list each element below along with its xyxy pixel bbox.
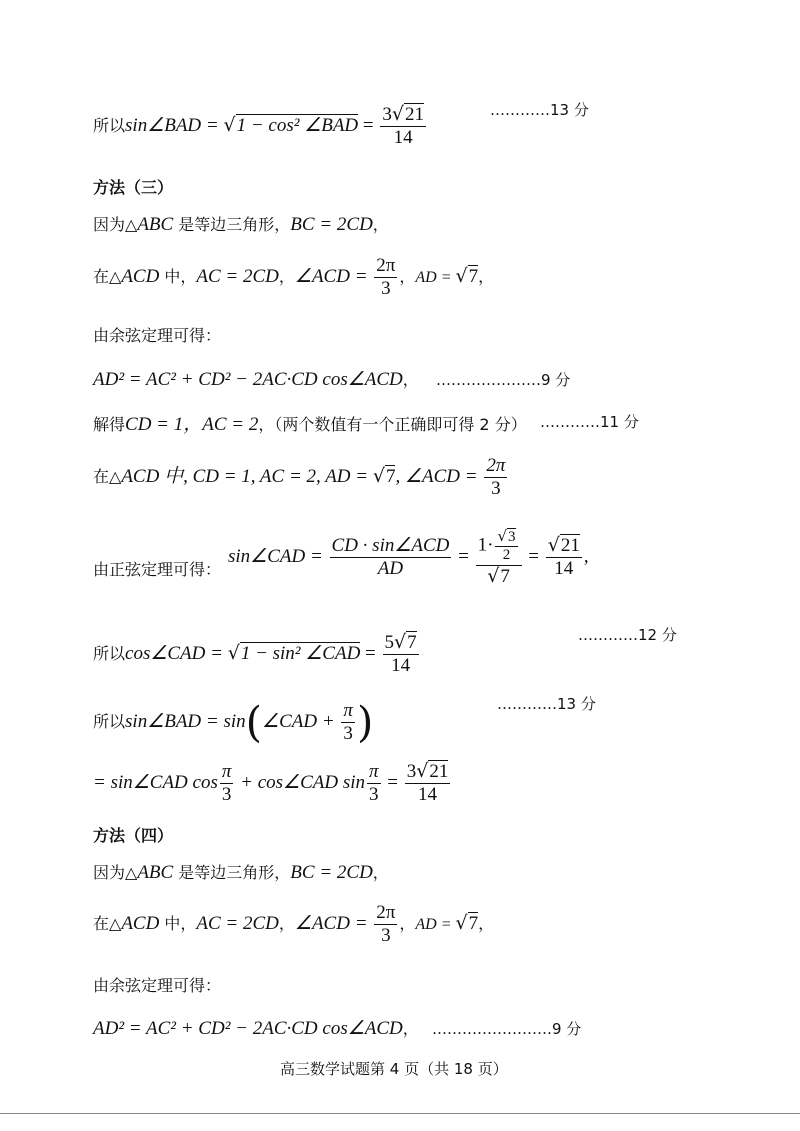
rad7: 7 (407, 632, 417, 653)
m3-cos-line: 所以cos∠CAD = √1 − sin² ∠CAD = $\frac{5√7}{14}$ (93, 631, 417, 676)
angle-acd: ∠ACD = (294, 265, 373, 287)
cos-cad: cos∠CAD = (125, 642, 228, 664)
num: CD · sin∠ACD (331, 535, 450, 557)
den: 3 (381, 277, 391, 299)
num: 2π (376, 255, 396, 276)
sep2: ， (399, 913, 416, 933)
m3-sine-law: 由正弦定理可得： (93, 560, 222, 579)
den: 3 (381, 924, 391, 946)
rad7: 7 (500, 565, 510, 587)
comma: ， (372, 215, 389, 234)
num: 2π (376, 902, 396, 923)
frac-2pi-3 (374, 902, 397, 947)
m3-sinbad (93, 697, 374, 747)
m3-sine-eq: sin∠CAD = $\frac{\text{CD · sin∠ACD}}{AD}$ = 1· $\frac{√3}{2}$ √7 = $\frac{√21}{14}$ , (228, 527, 589, 587)
comma: ， (402, 370, 419, 389)
comma: ， (402, 1019, 419, 1038)
solve: 解得 (93, 415, 126, 434)
score-11: …………11 分 (540, 413, 639, 431)
part-a: = sin∠CAD cos (93, 771, 218, 793)
frac-cd-sin (330, 535, 452, 580)
solve-values: CD = 1，AC = 2 (125, 414, 259, 435)
comma: , (583, 546, 589, 568)
rad7: 7 (385, 465, 396, 487)
equals: = (358, 114, 379, 136)
score-9-m4: ……………………9 分 (432, 1020, 582, 1038)
mid: 中， (159, 913, 197, 933)
mid: 中， (159, 266, 197, 286)
m4-eq1 (93, 1016, 419, 1040)
because: 因为△ (93, 215, 138, 234)
pi: π (343, 700, 353, 721)
three: 3 (343, 722, 353, 744)
score-13: …………13 分 (497, 695, 596, 713)
frac-2pi-3 (484, 455, 507, 500)
coef: 3 (382, 104, 392, 125)
tri-abc: ABC (137, 862, 174, 883)
rad21: 21 (560, 535, 580, 557)
given: ACD 中, CD = 1, AC = 2, AD = (121, 465, 373, 487)
so: 所以 (93, 711, 126, 731)
frac-pi-3 (341, 700, 355, 745)
m3-line2: 在△ACD 中，AC = 2CD，∠ACD = $\frac{2\pi}{3}$ ，AD = √7， (93, 255, 495, 299)
method3-heading: 方法（三） (93, 178, 174, 197)
radicand: 1 − sin² ∠CAD (240, 642, 361, 664)
pi: π (221, 761, 232, 782)
fraction-3sqrt21-14: $\frac{3√21}{14}$ (382, 103, 424, 148)
ac-2cd: AC = 2CD (196, 912, 279, 934)
sep2: ， (399, 266, 416, 286)
score-12: …………12 分 (578, 626, 677, 644)
frac-mid: 1· $\frac{√3}{2}$ √7 (476, 528, 522, 587)
m3-line1 (93, 212, 389, 236)
angle: , ∠ACD = (395, 465, 483, 487)
frac-pi-3-b (367, 761, 381, 806)
m4-line2: 在△ACD 中，AC = 2CD，∠ACD = $\frac{2\pi}{3}$ ，AD = √7， (93, 902, 495, 946)
ad-eq: AD = (415, 915, 456, 933)
angle-acd: ∠ACD = (294, 912, 373, 934)
m3-line3: 在△ACD 中, CD = 1, AC = 2, AD = √7, ∠ACD = $\frac{2\pi}{3}$ (93, 455, 506, 499)
frac-result: $\frac{√21}{14}$ (547, 534, 580, 580)
rad7: 7 (468, 265, 479, 287)
den: 14 (391, 654, 411, 676)
sep: ， (278, 913, 295, 933)
num: 2π (486, 455, 506, 476)
m3-cos-law: 由余弦定理可得： (93, 326, 222, 345)
eq: = (382, 771, 403, 793)
equilateral-text: 是等边三角形， (173, 215, 291, 234)
den: 14 (393, 126, 413, 148)
rad7: 7 (468, 912, 479, 934)
sin-cad: sin∠CAD = (228, 546, 328, 568)
one-dot: 1· (477, 534, 494, 556)
in: 在△ (93, 266, 122, 286)
rad3: 3 (508, 529, 516, 545)
in: 在△ (93, 913, 122, 933)
bc-2cd: BC = 2CD (290, 214, 373, 235)
sep: ， (278, 266, 295, 286)
tri-acd: ACD (121, 265, 160, 287)
frac-5sqrt7-14: $\frac{5√7}{14}$ (384, 631, 417, 676)
tri-acd: ACD (121, 912, 160, 934)
end: ， (478, 266, 495, 286)
frac-2pi-3 (374, 255, 397, 300)
comma: ， (372, 863, 389, 882)
two: 2 (502, 547, 511, 564)
part-b: + cos∠CAD sin (235, 771, 365, 793)
sin-bad: sin∠BAD = sin (125, 710, 246, 732)
den: AD (377, 558, 404, 580)
so-label: 所以 (93, 115, 126, 135)
tri-abc: ABC (137, 214, 174, 235)
frac-pi-3-a (220, 761, 234, 806)
right-paren: ) (356, 697, 374, 747)
bottom-rule (0, 1113, 800, 1114)
ac-2cd: AC = 2CD (196, 265, 279, 287)
three: 3 (369, 783, 379, 805)
frac-3sqrt21-14: $\frac{3√21}{14}$ (406, 760, 449, 805)
den: 3 (491, 477, 501, 499)
rad21: 21 (429, 761, 449, 782)
top-line1: 所以sin∠BAD = √1 − cos² ∠BAD = $\frac{3√21}{14}$ (93, 103, 424, 148)
den: 14 (418, 783, 438, 805)
method4-heading: 方法（四） (93, 826, 174, 845)
m3-solve (93, 409, 527, 436)
three: 3 (221, 783, 232, 805)
m4-cos-law: 由余弦定理可得： (93, 976, 222, 995)
page-footer: 高三数学试题第 4 页（共 18 页） (280, 1060, 508, 1078)
den: 14 (554, 558, 574, 580)
radicand: 1 − cos² ∠BAD (236, 114, 359, 136)
rad: 21 (404, 104, 424, 125)
so: 所以 (93, 643, 126, 663)
m3-final (93, 761, 452, 806)
equilateral-text: 是等边三角形， (173, 863, 291, 882)
in: 在△ (93, 466, 122, 486)
end: ， (478, 913, 495, 933)
score-9: …………………9 分 (436, 371, 571, 389)
m3-eq1 (93, 367, 419, 391)
left-paren: ( (245, 697, 263, 747)
inner: ∠CAD + (262, 710, 340, 732)
cosine-law-eq: AD² = AC² + CD² − 2AC·CD cos∠ACD (93, 1018, 403, 1039)
because: 因为△ (93, 863, 138, 882)
sin-bad-lhs: sin∠BAD = (125, 114, 224, 136)
bc-2cd: BC = 2CD (290, 862, 373, 883)
pi: π (369, 761, 379, 782)
score-13-top: …………13 分 (490, 101, 589, 119)
note: ，（两个数值有一个正确即可得 2 分） (258, 415, 527, 434)
ad-eq: AD = (415, 268, 456, 286)
coef: 5 (384, 632, 395, 653)
m4-line1 (93, 860, 389, 884)
cosine-law-eq: AD² = AC² + CD² − 2AC·CD cos∠ACD (93, 369, 403, 390)
coef: 3 (406, 761, 417, 782)
